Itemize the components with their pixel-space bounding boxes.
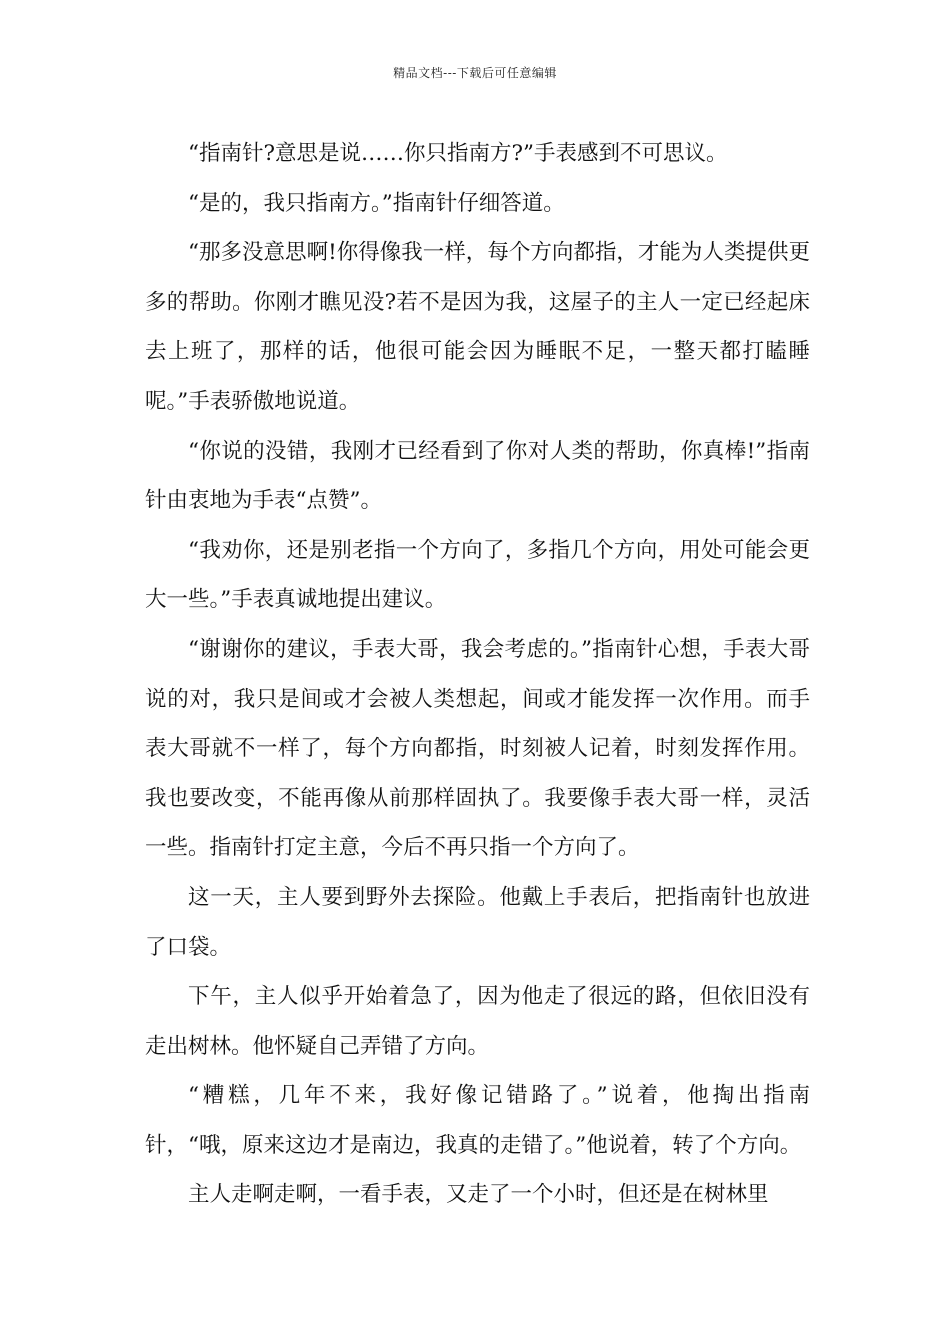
paragraph-10: 主人走啊走啊，一看手表，又走了一个小时，但还是在树林里 (188, 1182, 769, 1208)
paragraph-2: “是的，我只指南方。”指南针仔细答道。 (188, 190, 565, 216)
paragraph-4: “你说的没错，我刚才已经看到了你对人类的帮助，你真棒!”指南针由衷地为手表“点赞”。 (145, 438, 810, 514)
story-body (145, 129, 810, 1220)
paragraph-8: 下午，主人似乎开始着急了，因为他走了很远的路，但依旧没有走出树林。他怀疑自己弄错了方向。 (145, 984, 810, 1059)
paragraph-1: “指南针?意思是说……你只指南方?”手表感到不可思议。 (188, 141, 728, 166)
paragraph-3: “那多没意思啊!你得像我一样，每个方向都指，才能为人类提供更多的帮助。你刚才瞧见没?若不是因为我，这屋子的主人一定已经起床去上班了，那样的话，他很可能会因为睡眠不足，一整天都打瞌睡呢。”手表骄傲地说道。 (145, 240, 810, 414)
paragraph-6: “谢谢你的建议，手表大哥，我会考虑的。”指南针心想，手表大哥说的对，我只是间或才会被人类想起，间或才能发挥一次作用。而手表大哥就不一样了，每个方向都指，时刻被人记着，时刻发挥作用。我也要改变，不能再像从前那样固执了。我要像手表大哥一样，灵活一些。指南针打定主意，今后不再只指一个方向了。 (145, 636, 810, 861)
paragraph-9: “糟糕，几年不来，我好像记错路了。”说着，他掏出指南针，“哦，原来这边才是南边，我真的走错了。”他说着，转了个方向。 (145, 1083, 810, 1158)
page-header: 精品文档---下载后可任意编辑 (393, 66, 557, 80)
paragraph-7: 这一天，主人要到野外去探险。他戴上手表后，把指南针也放进了口袋。 (145, 884, 810, 960)
paragraph-5: “我劝你，还是别老指一个方向了，多指几个方向，用处可能会更大一些。”手表真诚地提出建议。 (145, 537, 810, 613)
